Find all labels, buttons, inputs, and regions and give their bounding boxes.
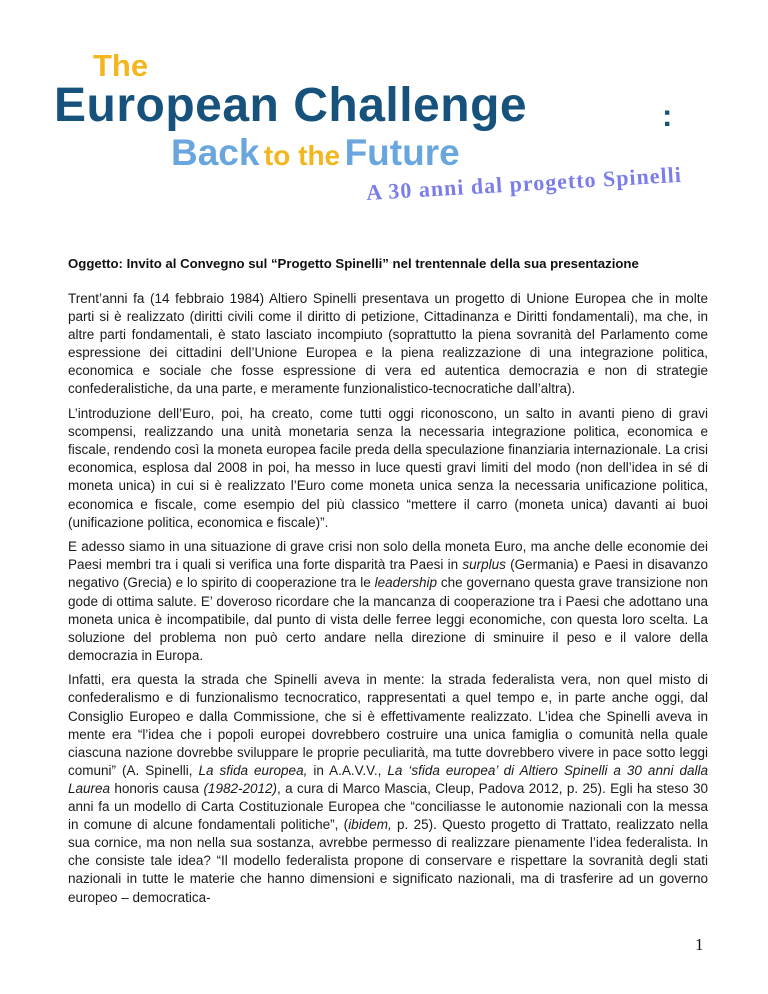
- banner-sub-future: Future: [344, 132, 460, 173]
- banner-the: The: [93, 48, 149, 83]
- paragraph-4-ibidem: ibidem,: [348, 817, 392, 833]
- banner-sub-back: Back: [171, 132, 260, 173]
- letter-body: [68, 290, 708, 913]
- banner-subtitle: [171, 132, 460, 174]
- paragraph-4-citation-title: La sfida europea,: [198, 762, 308, 778]
- paragraph-3: [68, 538, 708, 665]
- paragraph-3-leadership: leadership: [374, 575, 437, 591]
- letter-subject: Oggetto: Invito al Convegno sul “Progetto Spinelli” nel trentennale della sua presentazione: [68, 256, 639, 271]
- paragraph-4-text-e: p. 25). Questo progetto di Trattato, realizzato nella sua cornice, ma non nella sua sostanza, avrebbe permesso di realizzare pienamente l’idea federalista. In che consiste tale idea? “Il modello federalista propone di conservare e rispettare la sovranità degli stati nazionali in tutte le materie che hanno dimensioni e significato nazionali, ma di trasferire ad un governo europeo – democratica-: [68, 817, 709, 905]
- banner-spinelli-line: A 30 anni dal progetto Spinelli: [365, 161, 683, 206]
- paragraph-3-text-b: (Germania) e Paesi in disavanzo negativo (Grecia) e lo spirito di cooperazione tra le: [68, 557, 709, 591]
- paragraph-3-text-a: E adesso siamo in una situazione di grave crisi non solo della moneta Euro, ma anche delle economie dei Paesi membri tra i quali si verifica una forte disparità tra Paesi in: [68, 539, 708, 573]
- paragraph-4-years: (1982-2012): [203, 780, 277, 796]
- paragraph-2: L’introduzione dell’Euro, poi, ha creato, come tutti oggi riconoscono, un salto in avanti pieno di gravi scompensi, realizzando una unità monetaria senza la necessaria integrazione politica, economica e fiscale, rendendo così la moneta europea facile preda della speculazione finanziaria internazionale. La crisi economica, esplosa dal 2008 in poi, ha messo in luce questi gravi limiti del modo (non dell’idea in sé di moneta unica) in cui si è realizzato l’Euro come moneta unica senza la necessaria unificazione politica, economica e fiscale, come esempio del più classico “mettere il carro (moneta unica) davanti ai buoi (unificazione politica, economica e fiscale)”.: [68, 406, 708, 530]
- paragraph-4-text-c: honoris causa: [110, 780, 204, 796]
- paragraph-4: [68, 671, 708, 906]
- paragraph-3-text-c: che governano questa grave transizione non gode di ottima salute. E’ doveroso ricordare che la mancanza di cooperazione tra i Paesi che adottano una moneta unica è incompatibile, dal punto di vista delle ferree leggi economiche, con questa loro scelta. La soluzione del problema non può certo andare nella direzione di sminuire il peso e il valore della democrazia in Europa.: [68, 575, 708, 663]
- paragraph-1: Trent’anni fa (14 febbraio 1984) Altiero Spinelli presentava un progetto di Unione Europea che in molte parti si è realizzato (diritti civili come il diritto di petizione, Cittadinanza e Diritti fondamentali), ma che, in altre parti fondamentali, è stato lasciato incompiuto (soprattutto la piena sovranità del Parlamento come espressione dei cittadini dell’Unione Europea e la piena realizzazione di una integrazione politica, economica e sociale che fosse espressione di vera ed autentica democrazia e non di strategie confederalistiche, da una parte, e meramente funzionalistico-tecnocratiche dall’altra).: [68, 291, 708, 397]
- paragraph-4-text-d: , a cura di Marco Mascia, Cleup, Padova 2012, p. 25). Egli ha steso 30 anni fa un modello di Carta Costituzionale Europea che “conciliasse le autonomie nazionali con la messa in comune di alcune fondamentali politiche”, (: [68, 780, 708, 833]
- banner-title: European Challenge: [54, 79, 528, 132]
- banner-colon: :: [662, 98, 673, 133]
- banner-sub-to-the: to the: [263, 140, 341, 171]
- paragraph-4-citation-book: La ‘sfida europea’ di Altiero Spinelli a 30 anni dalla Laurea: [68, 762, 708, 796]
- paragraph-4-text-b: in A.A.V.V.,: [307, 762, 388, 778]
- paragraph-3-surplus: surplus: [462, 557, 506, 573]
- page-number: 1: [695, 935, 704, 954]
- paragraph-4-text-a: Infatti, era questa la strada che Spinelli aveva in mente: la strada federalista vera, non quel misto di confederalismo e di funzionalismo tecnocratico, rappresentati a quel tempo e, in parte anche oggi, dal Consiglio Europeo e dalla Commissione, che si è effettivamente realizzato. L’idea che Spinelli aveva in mente era “l’idea che i popoli europei dovrebbero costruire una unica famiglia o comunità nella quale ciascuna nazione dovrebbe sviluppare le proprie peculiarità, ma tutte dovrebbero vivere in pace sotto leggi comuni” (A. Spinelli,: [68, 672, 708, 778]
